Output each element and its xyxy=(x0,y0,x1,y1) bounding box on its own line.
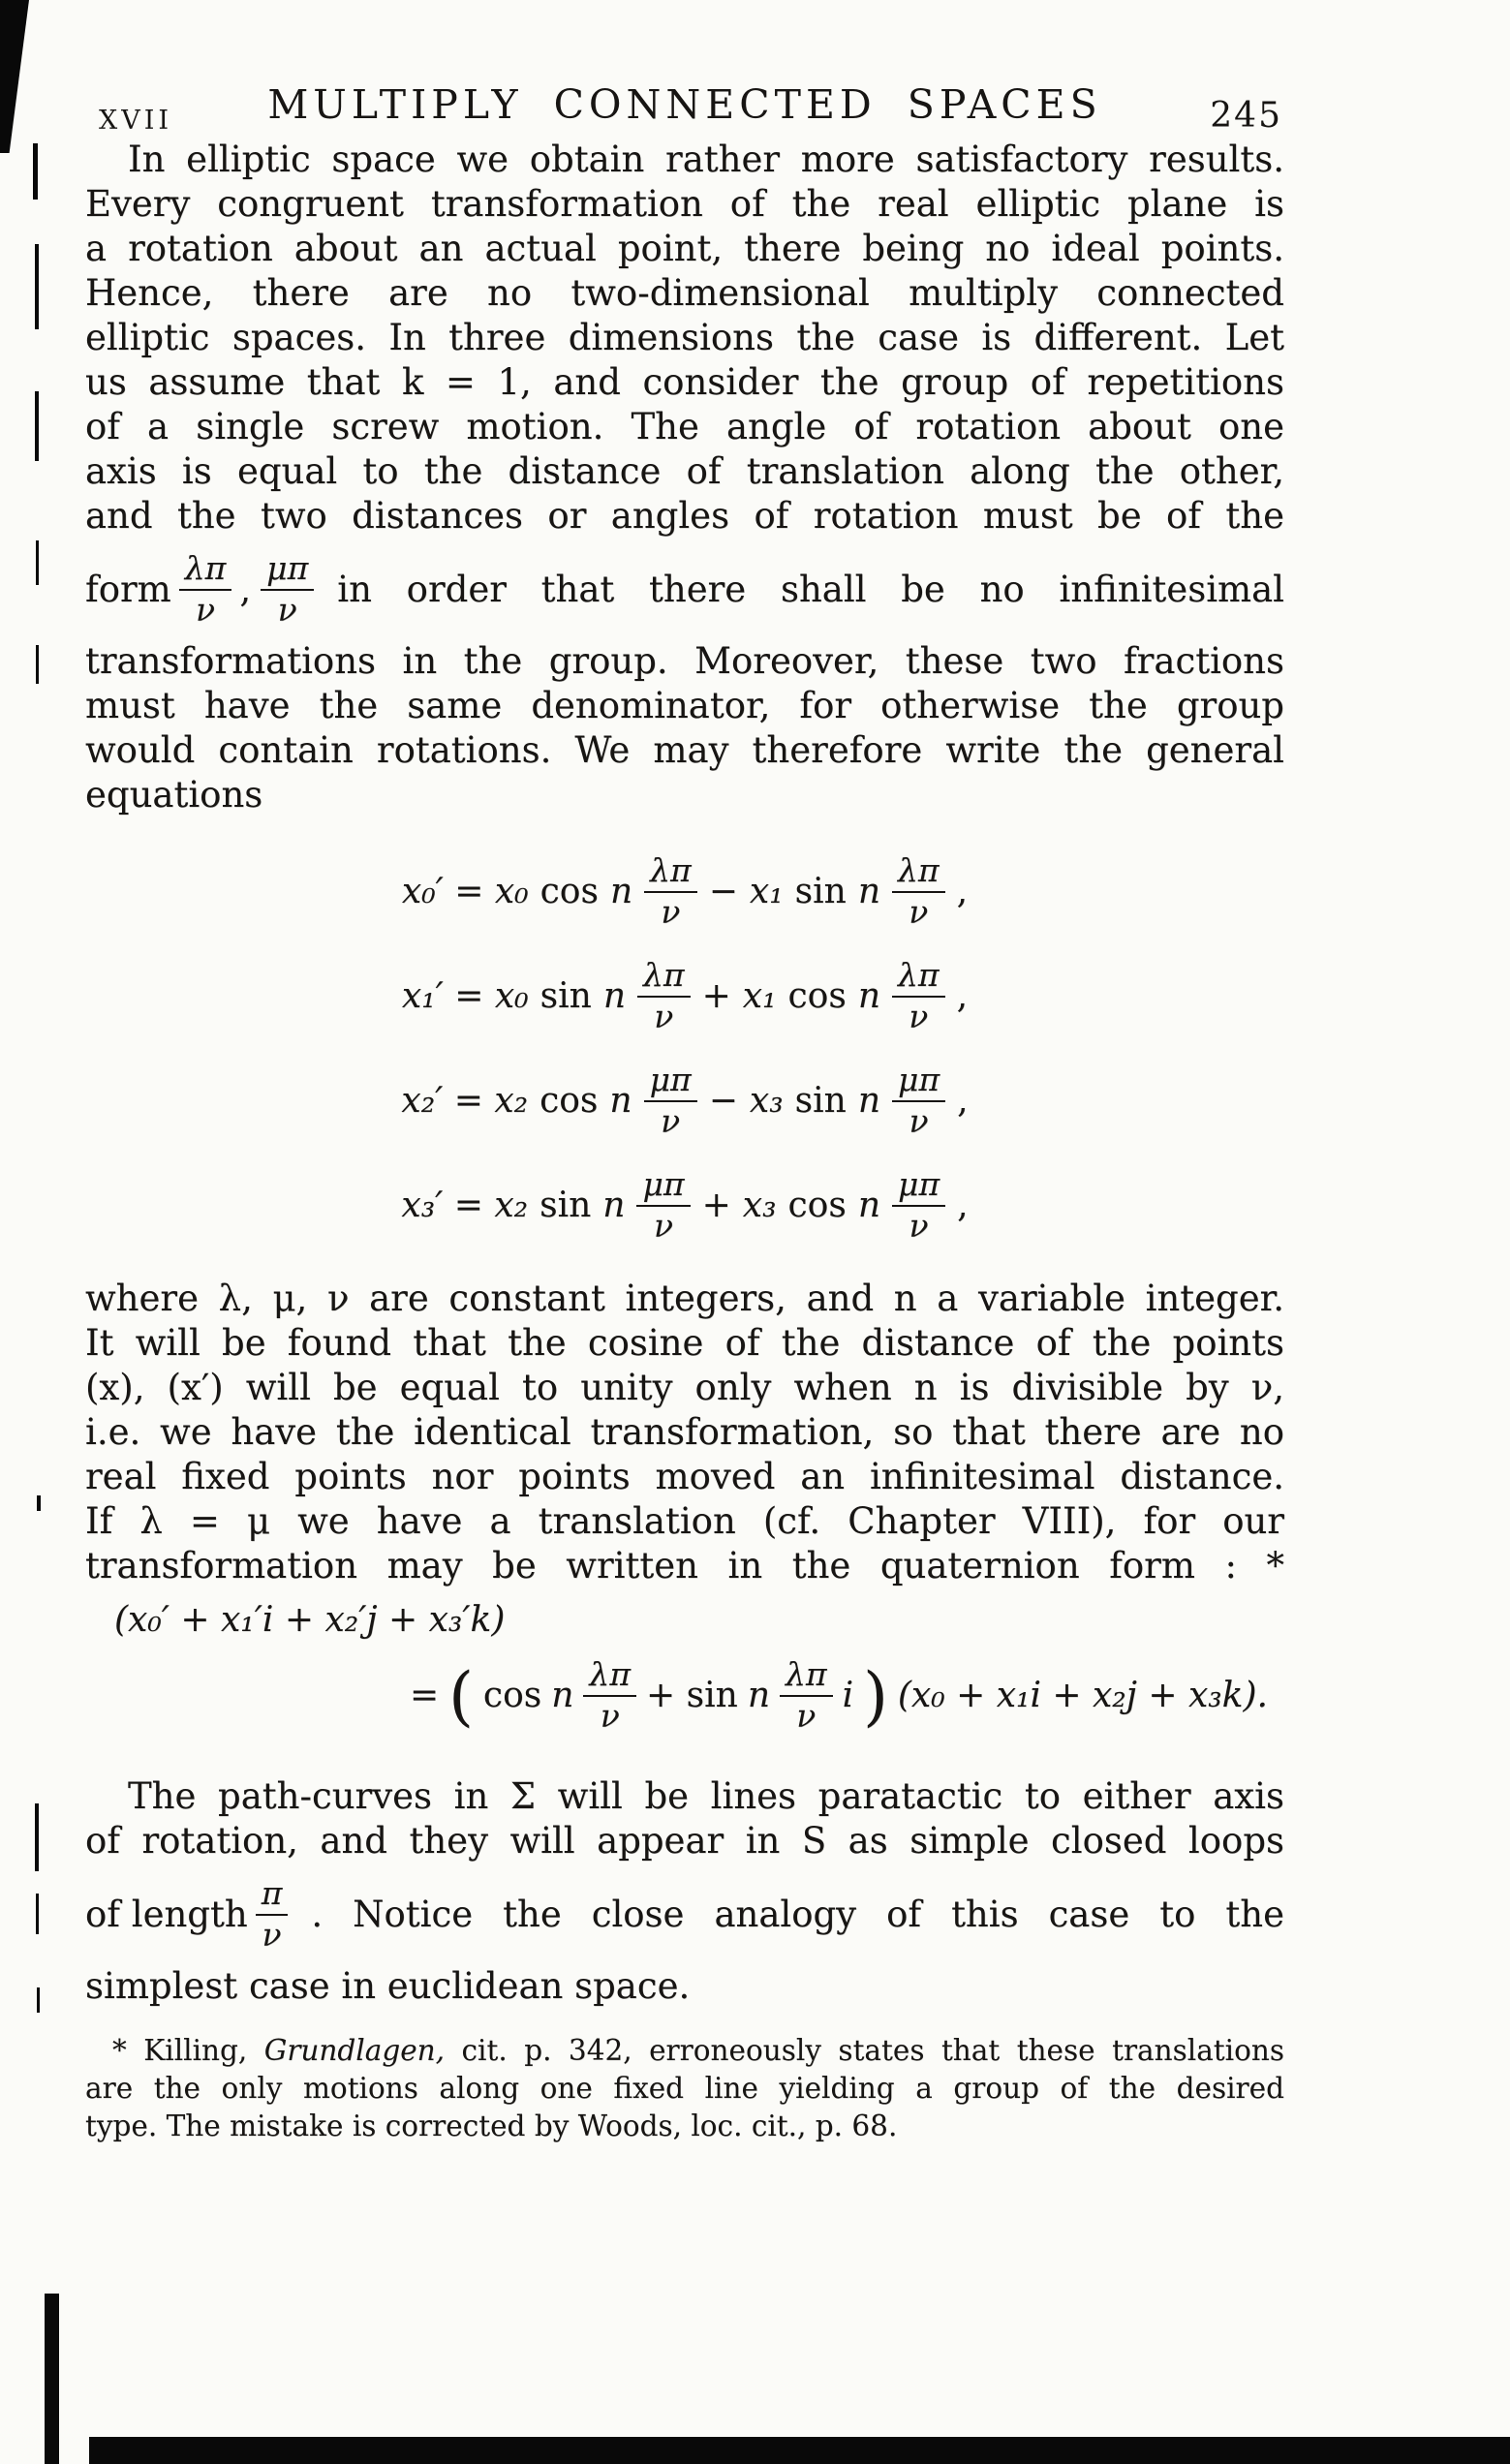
quaternion-rhs: = ( cos n $\frac{\lambda\pi}{\nu}$ + sin n $\frac{\lambda\pi}{\nu}$ i ) (x₀ + x₁i + x₂j + x₃k). xyxy=(410,1654,1268,1735)
text-line: must have the same denominator, for otherwise the group xyxy=(85,685,1284,726)
footnote-line: are the only motions along one fixed line yielding a group of the desired xyxy=(85,2072,1284,2105)
text-segment: . Notice the close analogy of this case to the xyxy=(311,1893,1284,1935)
variable-n: n xyxy=(857,1080,881,1121)
fraction-numerator: λπ xyxy=(583,1657,636,1697)
fraction-numerator: λπ xyxy=(644,853,697,893)
fraction-denominator: ν xyxy=(909,1206,929,1245)
fraction-numerator: λπ xyxy=(892,853,945,893)
fraction-denominator: ν xyxy=(909,1101,929,1140)
fraction-denominator: ν xyxy=(661,892,681,931)
text-line: of a single screw motion. The angle of rotation about one xyxy=(85,406,1284,447)
equation-row-4 xyxy=(85,1156,1284,1253)
fraction xyxy=(583,1654,636,1735)
paragraph-1 xyxy=(85,138,1284,817)
scan-mark-left-6 xyxy=(37,1495,41,1511)
punctuation: , xyxy=(957,1080,969,1121)
text-line: a rotation about an actual point, there being no ideal points. xyxy=(85,228,1284,269)
scan-smudge-top-left-icon xyxy=(0,0,29,153)
text-line: Every congruent transformation of the real elliptic plane is xyxy=(85,183,1284,225)
variable-i: i xyxy=(842,1675,854,1715)
function-name: cos xyxy=(539,871,599,911)
equals-sign: = xyxy=(410,1675,440,1715)
fraction-denominator: ν xyxy=(909,892,929,931)
fraction-numerator: λπ xyxy=(892,958,945,998)
fraction-numerator: λπ xyxy=(780,1657,833,1697)
footnote-marker: * Killing, xyxy=(112,2034,248,2067)
text-segment: in order that there shall be no infinitesimal xyxy=(337,568,1284,610)
footnote-line: type. The mistake is corrected by Woods, loc. cit., p. 68. xyxy=(85,2110,898,2142)
fraction-numerator: μπ xyxy=(892,1063,945,1102)
text-line: and the two distances or angles of rotation must be of the xyxy=(85,495,1284,537)
book-title: Grundlagen, xyxy=(263,2034,446,2067)
scan-mark-left-8 xyxy=(36,1894,39,1934)
fraction-denominator: ν xyxy=(796,1696,817,1735)
scan-bar-bottom-edge xyxy=(89,2437,1510,2464)
punctuation: , xyxy=(956,975,969,1016)
scan-mark-left-1 xyxy=(33,143,38,200)
operator: + xyxy=(701,1185,731,1225)
text-line: equations xyxy=(85,774,263,816)
equation-block xyxy=(85,843,1284,1253)
footnote-line xyxy=(85,2032,1284,2070)
fraction-denominator: ν xyxy=(600,1696,620,1735)
inline-math-line xyxy=(85,539,1284,639)
fraction xyxy=(644,1060,697,1140)
variable-n: n xyxy=(602,1185,626,1225)
text-line: transformations in the group. Moreover, these two fractions xyxy=(85,640,1284,682)
fraction-denominator: ν xyxy=(277,590,297,629)
function-name: sin xyxy=(794,1080,847,1121)
text-line: simplest case in euclidean space. xyxy=(85,1965,691,2007)
operator: + xyxy=(701,975,731,1016)
equation-lhs: x₁′ = x₀ xyxy=(401,975,529,1016)
text-line: (x), (x′) will be equal to unity only when n is divisible by ν, xyxy=(85,1367,1284,1408)
text-segment: of length xyxy=(85,1893,248,1935)
fraction-numerator: μπ xyxy=(261,551,314,591)
variable-n: n xyxy=(857,1185,881,1225)
page-header xyxy=(85,81,1284,138)
text-line: It will be found that the cosine of the distance of the points xyxy=(85,1322,1284,1364)
text-line: axis is equal to the distance of translation along the other, xyxy=(85,450,1284,492)
scan-mark-left-2 xyxy=(35,244,39,329)
operator: − xyxy=(708,1080,738,1121)
fraction-denominator: ν xyxy=(654,997,674,1035)
variable-n: n xyxy=(602,975,626,1016)
text-line: If λ = μ we have a translation (cf. Chapter VIII), for our xyxy=(85,1500,1284,1542)
function-name: sin xyxy=(539,1185,592,1225)
page-number: 245 xyxy=(1210,96,1282,136)
running-title: MULTIPLY CONNECTED SPACES xyxy=(267,81,1102,128)
function-name: cos xyxy=(539,1080,599,1121)
fraction xyxy=(892,955,945,1035)
equation-lhs: x₃′ = x₂ xyxy=(401,1185,529,1225)
text-line: of rotation, and they will appear in S as simple closed loops xyxy=(85,1820,1284,1862)
chapter-label: XVII xyxy=(99,106,173,136)
text-line: i.e. we have the identical transformation, so that there are no xyxy=(85,1411,1284,1453)
fraction-denominator: ν xyxy=(661,1101,681,1140)
function-name: cos xyxy=(787,975,847,1016)
fraction xyxy=(261,548,314,629)
fraction-denominator: ν xyxy=(654,1206,674,1245)
variable-n: n xyxy=(609,871,633,911)
function-name: cos xyxy=(482,1675,542,1715)
fraction-numerator: μπ xyxy=(892,1167,945,1207)
text-line: The path-curves in Σ will be lines paratactic to either axis xyxy=(128,1775,1284,1817)
fraction xyxy=(179,548,232,629)
text-line: transformation may be written in the quaternion form : * xyxy=(85,1545,1284,1586)
text-segment: form xyxy=(85,568,171,610)
quaternion-equation xyxy=(85,1596,1284,1745)
text-line: us assume that k = 1, and consider the group of repetitions xyxy=(85,361,1284,403)
fraction-denominator: ν xyxy=(262,1915,282,1954)
fraction-numerator: λπ xyxy=(179,551,232,591)
fraction-numerator: π xyxy=(256,1876,289,1916)
text-line: real fixed points nor points moved an infinitesimal distance. xyxy=(85,1456,1284,1497)
scan-bar-bottom-left xyxy=(45,2294,59,2464)
text-line: elliptic spaces. In three dimensions the case is different. Let xyxy=(85,317,1284,358)
equation-row-2 xyxy=(85,947,1284,1044)
scan-mark-left-3 xyxy=(35,391,39,461)
fraction-numerator: λπ xyxy=(637,958,691,998)
equation-row-3 xyxy=(85,1052,1284,1149)
inline-math-line xyxy=(85,1863,1284,1964)
paragraph-3 xyxy=(85,1774,1284,2009)
variable-n: n xyxy=(857,975,881,1016)
text-line: where λ, μ, ν are constant integers, and n a variable integer. xyxy=(85,1278,1284,1319)
page-text-column xyxy=(85,81,1284,2145)
variable: x₁ xyxy=(742,975,777,1016)
quaternion-factor: (x₀ + x₁i + x₂j + x₃k). xyxy=(897,1675,1268,1715)
footnote xyxy=(85,2032,1284,2145)
fraction-denominator: ν xyxy=(196,590,216,629)
equation-lhs: x₀′ = x₀ xyxy=(401,871,529,911)
operator: − xyxy=(708,871,738,911)
quaternion-lhs: (x₀′ + x₁′i + x₂′j + x₃′k) xyxy=(114,1600,506,1640)
function-name: sin xyxy=(539,975,592,1016)
equation-lhs: x₂′ = x₂ xyxy=(401,1080,529,1121)
variable: x₃ xyxy=(749,1080,784,1121)
variable-n: n xyxy=(609,1080,632,1121)
punctuation: , xyxy=(957,1185,969,1225)
equation-row-1 xyxy=(85,843,1284,939)
scan-mark-left-9 xyxy=(37,1987,40,2013)
function-name: sin xyxy=(794,871,847,911)
scan-mark-left-5 xyxy=(36,645,39,684)
variable-n: n xyxy=(857,871,881,911)
function-name: cos xyxy=(787,1185,847,1225)
text-line: Hence, there are no two-dimensional multiply connected xyxy=(85,272,1284,314)
fraction xyxy=(780,1654,833,1735)
fraction xyxy=(637,955,691,1035)
fraction xyxy=(256,1873,289,1954)
scan-mark-left-4 xyxy=(36,540,39,585)
fraction xyxy=(644,850,697,931)
variable-n: n xyxy=(551,1675,574,1715)
text-segment: , xyxy=(239,568,252,610)
variable: x₃ xyxy=(742,1185,777,1225)
fraction xyxy=(636,1164,690,1245)
paragraph-2 xyxy=(85,1277,1284,1588)
punctuation: , xyxy=(956,871,969,911)
fraction xyxy=(892,850,945,931)
fraction xyxy=(892,1164,945,1245)
scan-mark-left-7 xyxy=(35,1803,39,1871)
variable: x₁ xyxy=(749,871,784,911)
text-line: would contain rotations. We may therefore write the general xyxy=(85,729,1284,771)
operator: + sin xyxy=(646,1675,738,1715)
fraction-numerator: μπ xyxy=(644,1063,697,1102)
variable-n: n xyxy=(747,1675,770,1715)
text-line: In elliptic space we obtain rather more satisfactory results. xyxy=(128,139,1284,180)
fraction xyxy=(892,1060,945,1140)
fraction-numerator: μπ xyxy=(636,1167,690,1207)
text-segment: cit. p. 342, erroneously states that these translations xyxy=(461,2034,1284,2067)
fraction-denominator: ν xyxy=(909,997,929,1035)
